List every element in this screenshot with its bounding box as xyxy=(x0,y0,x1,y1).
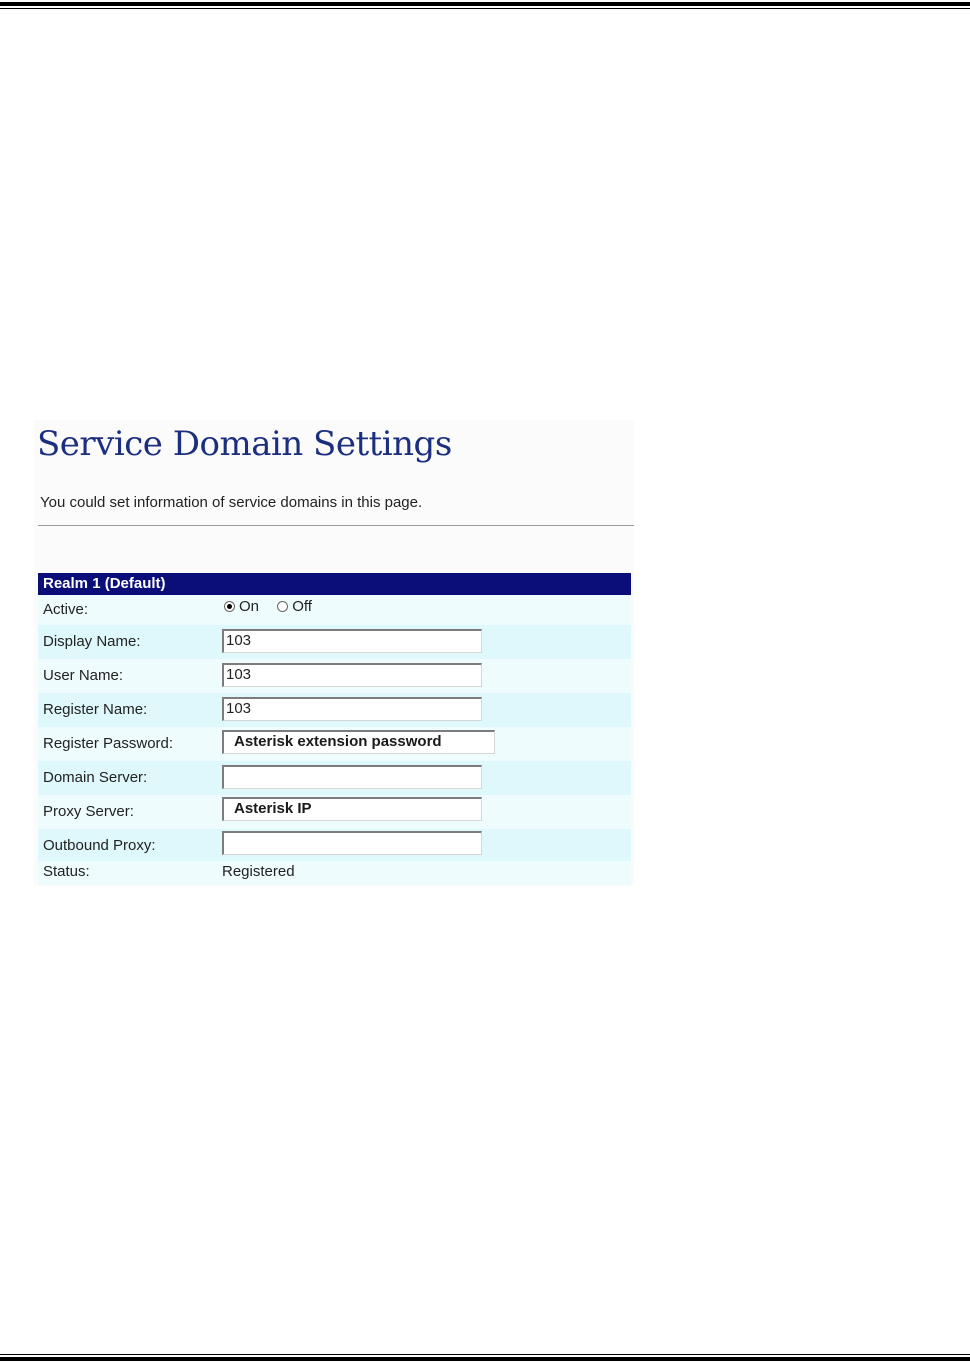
divider xyxy=(38,525,634,526)
display-name-label: Display Name: xyxy=(43,633,141,650)
user-name-label: User Name: xyxy=(43,667,124,684)
user-name-input[interactable]: 103 xyxy=(222,663,482,687)
bottom-border-thick xyxy=(0,1357,970,1361)
page-title: Service Domain Settings xyxy=(37,424,452,464)
register-name-label: Register Name: xyxy=(43,701,148,718)
row-user-name xyxy=(38,659,631,693)
domain-server-input[interactable] xyxy=(222,765,482,789)
register-password-value: Asterisk extension password xyxy=(234,733,442,750)
active-label: Active: xyxy=(43,601,89,618)
page-description: You could set information of service domains in this page. xyxy=(40,494,423,511)
row-outbound-proxy xyxy=(38,829,631,861)
proxy-server-label: Proxy Server: xyxy=(43,803,134,820)
row-proxy-server xyxy=(38,795,631,829)
outbound-proxy-label: Outbound Proxy: xyxy=(43,837,156,854)
proxy-server-input[interactable] xyxy=(222,797,482,821)
top-border-thin xyxy=(0,8,970,9)
bottom-border-thin xyxy=(0,1354,970,1355)
domain-server-label: Domain Server: xyxy=(43,769,148,786)
row-register-password xyxy=(38,727,631,761)
display-name-input[interactable]: 103 xyxy=(222,629,482,653)
register-password-label: Register Password: xyxy=(43,735,174,752)
active-radio-group xyxy=(224,598,326,615)
row-domain-server xyxy=(38,761,631,795)
row-display-name xyxy=(38,625,631,659)
status-label: Status: xyxy=(43,863,90,880)
active-off-label[interactable]: Off xyxy=(292,598,312,615)
row-register-name xyxy=(38,693,631,727)
service-domain-panel xyxy=(34,420,634,886)
top-border-thick xyxy=(0,2,970,6)
realm-header: Realm 1 (Default) xyxy=(38,573,631,595)
active-on-radio[interactable] xyxy=(224,601,235,612)
active-off-radio[interactable] xyxy=(277,601,288,612)
active-on-label[interactable]: On xyxy=(239,598,260,615)
row-status xyxy=(38,861,631,885)
outbound-proxy-input[interactable] xyxy=(222,831,482,855)
row-active xyxy=(38,595,631,625)
proxy-server-value: Asterisk IP xyxy=(234,800,312,817)
register-password-input[interactable] xyxy=(222,730,495,754)
register-name-input[interactable]: 103 xyxy=(222,697,482,721)
status-value: Registered xyxy=(222,863,295,880)
